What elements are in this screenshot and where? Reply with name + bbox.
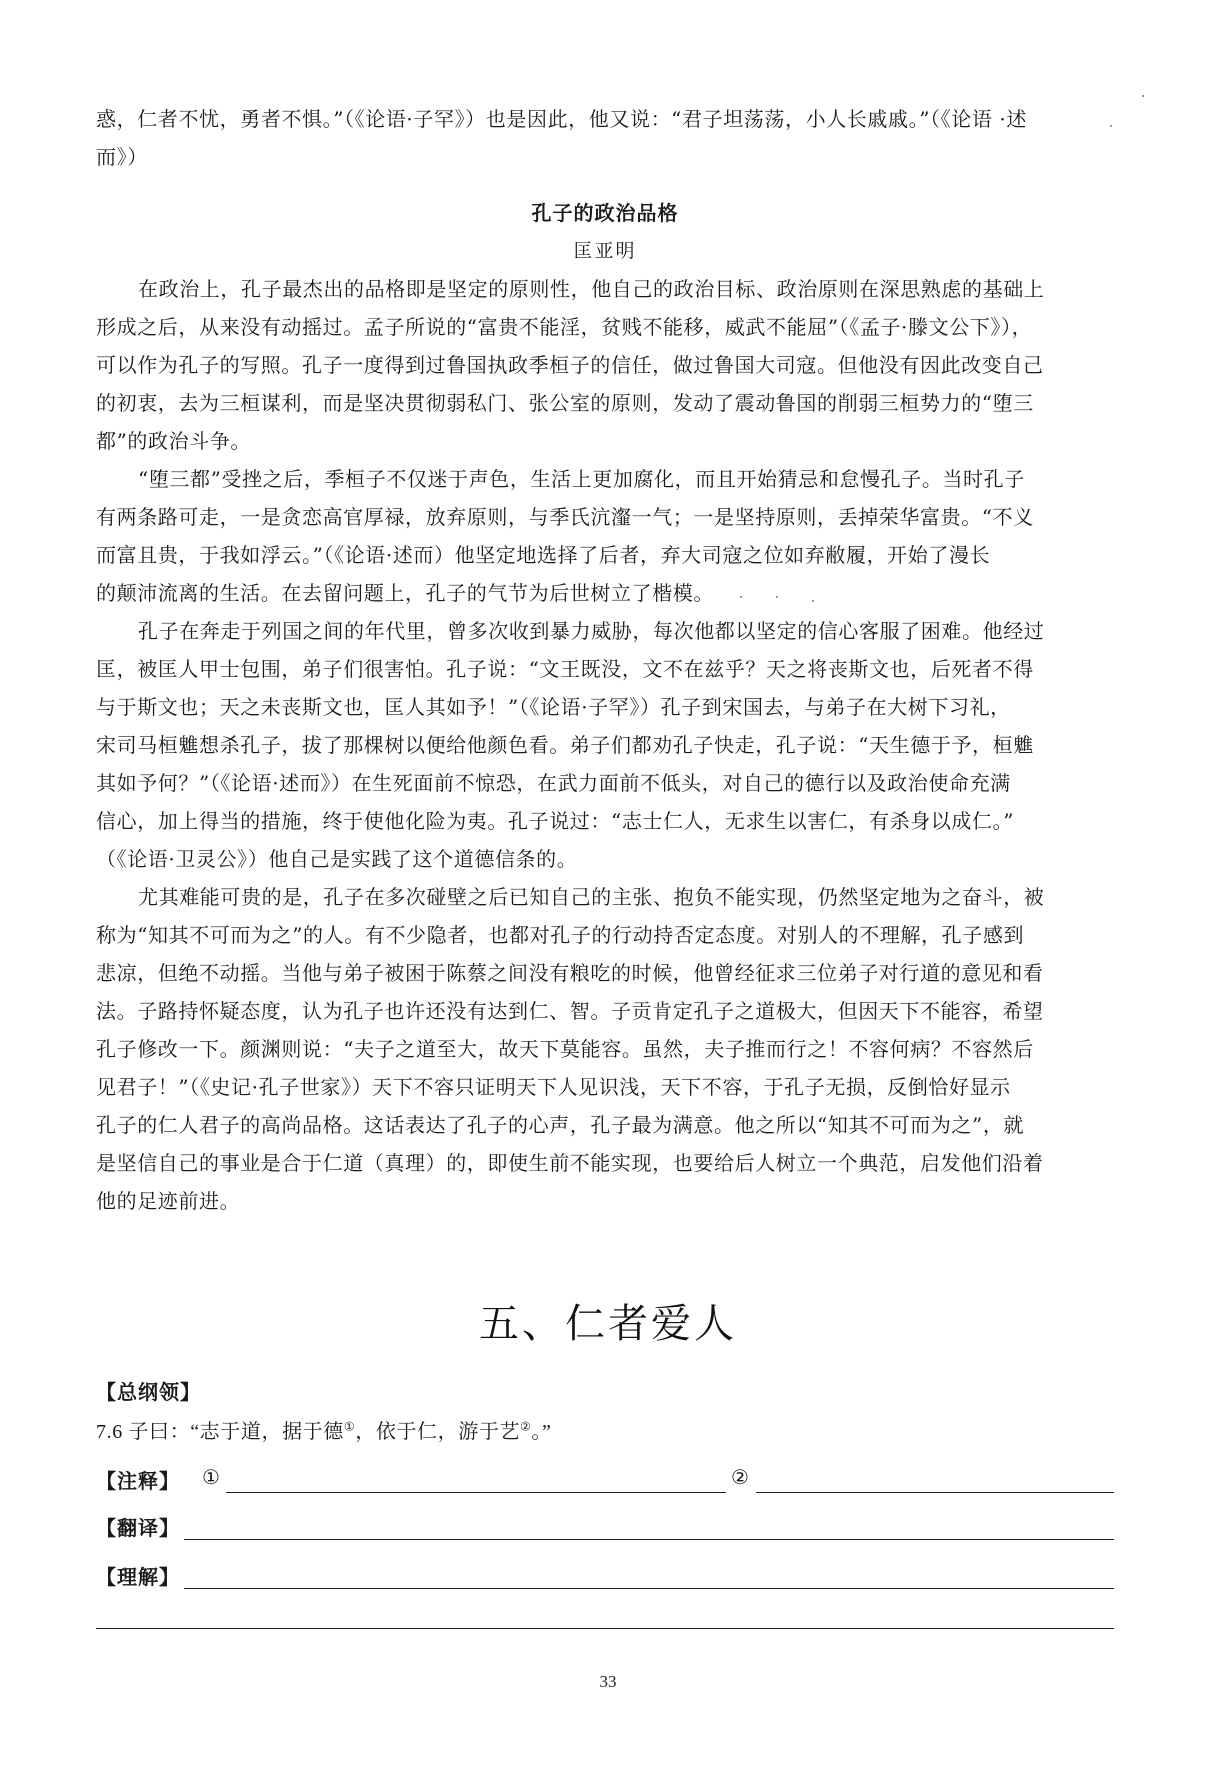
text-line: 与于斯文也；天之未丧斯文也，匡人其如予！”（《论语·子罕》）孔子到宋国去，与弟子在大树下习礼，	[96, 695, 1011, 719]
text-line: 是坚信自己的事业是合于仁道（真理）的，即使生前不能实现，也要给后人树立一个典范，启发他们沿着	[96, 1151, 1044, 1175]
notes-field	[96, 1465, 1114, 1497]
section-heading: 【总纲领】	[96, 1380, 201, 1404]
text-line: 有两条路可走，一是贪恋高官厚禄，放弃原则，与季氏沆瀣一气；一是坚持原则，丢掉荣华富贵。“不义	[96, 505, 1034, 529]
text-line: 称为“知其不可而为之”的人。有不少隐者，也都对孔子的行动持否定态度。对别人的不理解，孔子感到	[96, 923, 1025, 947]
article-header	[96, 194, 1114, 270]
notes-blank-1[interactable]	[226, 1492, 726, 1493]
text-line: （《论语·卫灵公》）他自己是实践了这个道德信条的。	[96, 847, 578, 871]
text-line: 而富且贵，于我如浮云。”（《论语·述而）他坚定地选择了后者，弃大司寇之位如弃敝履，开始了漫长	[96, 543, 991, 567]
translation-field	[96, 1512, 1114, 1544]
paragraph	[96, 270, 1114, 460]
paragraph	[96, 878, 1114, 1220]
footnote-marker-2: ②	[520, 1419, 532, 1434]
quote-keyword-1: 德	[323, 1421, 344, 1443]
paragraph	[96, 460, 1114, 612]
translation-label: 【翻译】	[96, 1516, 180, 1540]
footnote-marker-1: ①	[343, 1419, 356, 1434]
text-line: 尤其难能可贵的是，孔子在多次碰壁之后已知自己的主张、抱负不能实现，仍然坚定地为之奋斗，被	[138, 885, 1045, 909]
text-line: 宋司马桓魋想杀孔子，拔了那棵树以便给他颜色看。弟子们都劝孔子快走，孔子说：“天生德于予，桓魋	[96, 733, 1034, 757]
article-body	[96, 270, 1114, 1220]
quote-prefix: 7.6 子曰：“志于道，据于	[96, 1421, 324, 1443]
answer-extra-line[interactable]	[96, 1628, 1114, 1629]
continuation-text	[96, 100, 1114, 176]
scan-speck	[812, 600, 814, 602]
text-line: 见君子！”（《史记·孔子世家》）天下不容只证明天下人见识浅，天下不容，于孔子无损，反倒恰好显示	[96, 1075, 1011, 1099]
translation-blank[interactable]	[184, 1539, 1114, 1540]
notes-mark-2: ②	[731, 1465, 749, 1489]
text-line: 匡，被匡人甲士包围，弟子们很害怕。孔子说：“文王既没，文不在兹乎？天之将丧斯文也，后死者不得	[96, 657, 1034, 681]
understanding-label: 【理解】	[96, 1565, 180, 1589]
text-line: “堕三都”受挫之后，季桓子不仅迷于声色，生活上更加腐化，而且开始猜忌和怠慢孔子。当时孔子	[138, 467, 1025, 491]
page-number: 33	[599, 1672, 617, 1691]
scan-speck	[1110, 125, 1112, 127]
text-line: 悲凉，但绝不动摇。当他与弟子被困于陈蔡之间没有粮吃的时候，他曾经征求三位弟子对行道的意见和看	[96, 961, 1044, 985]
text-line: 孔子修改一下。颜渊则说：“夫子之道至大，故天下莫能容。虽然，夫子推而行之！不容何病？不容然后	[96, 1037, 1034, 1061]
text-line: 法。子路持怀疑态度，认为孔子也许还没有达到仁、智。子贡肯定孔子之道极大，但因天下不能容，希望	[96, 999, 1044, 1023]
text-line: 形成之后，从来没有动摇过。孟子所说的“富贵不能淫，贫贱不能移，威武不能屈”（《孟子·滕文公下》），	[96, 315, 1033, 339]
notes-blank-2[interactable]	[756, 1492, 1114, 1493]
quote-keyword-2: 艺	[499, 1421, 521, 1443]
text-line: 其如予何？”（《论语·述而》）在生死面前不惊恐，在武力面前不低头，对自己的德行以及政治使命充满	[96, 771, 1011, 795]
quote-middle: ，依于仁，游于	[355, 1421, 500, 1443]
text-line: 而》）	[96, 145, 148, 169]
article-author: 匡亚明	[573, 240, 637, 262]
paragraph	[96, 612, 1114, 878]
notes-label: 【注释】	[96, 1469, 180, 1493]
text-line: 可以作为孔子的写照。孔子一度得到过鲁国执政季桓子的信任，做过鲁国大司寇。但他没有因此改变自己	[96, 353, 1044, 377]
text-line: 的颠沛流离的生活。在去留问题上，孔子的气节为后世树立了楷模。	[96, 581, 714, 605]
text-line: 都”的政治斗争。	[96, 429, 252, 453]
text-line: 孔子在奔走于列国之间的年代里，曾多次收到暴力威胁，每次他都以坚定的信心客服了困难。他经过	[138, 619, 1045, 643]
scan-speck	[776, 596, 778, 598]
text-line: 他的足迹前进。	[96, 1189, 241, 1213]
understanding-blank[interactable]	[184, 1588, 1114, 1589]
notes-mark-1: ①	[202, 1465, 220, 1489]
scan-speck	[740, 596, 742, 598]
text-line: 孔子的仁人君子的高尚品格。这话表达了孔子的心声，孔子最为满意。他之所以“知其不可而为之”，就	[96, 1113, 1025, 1137]
understanding-field	[96, 1561, 1114, 1593]
scan-speck	[1142, 95, 1144, 97]
chapter-title: 五、仁者爱人	[479, 1301, 737, 1347]
text-line: 的初衷，去为三桓谋利，而是坚决贯彻弱私门、张公室的原则，发动了震动鲁国的削弱三桓势力的“堕三	[96, 391, 1034, 415]
text-line: 在政治上，孔子最杰出的品格即是坚定的原则性，他自己的政治目标、政治原则在深思熟虑的基础上	[138, 277, 1045, 301]
article-title: 孔子的政治品格	[531, 201, 679, 225]
text-line: 信心，加上得当的措施，终于使他化险为夷。孔子说过：“志士仁人，无求生以害仁，有杀身以成仁。”	[96, 809, 1015, 833]
analects-quote	[96, 1415, 552, 1444]
quote-suffix: 。”	[531, 1421, 552, 1443]
text-line: 惑，仁者不忧，勇者不惧。”（《论语·子罕》）也是因此，他又说：“君子坦荡荡，小人长戚戚。”（《论语 ·述	[96, 107, 1027, 131]
